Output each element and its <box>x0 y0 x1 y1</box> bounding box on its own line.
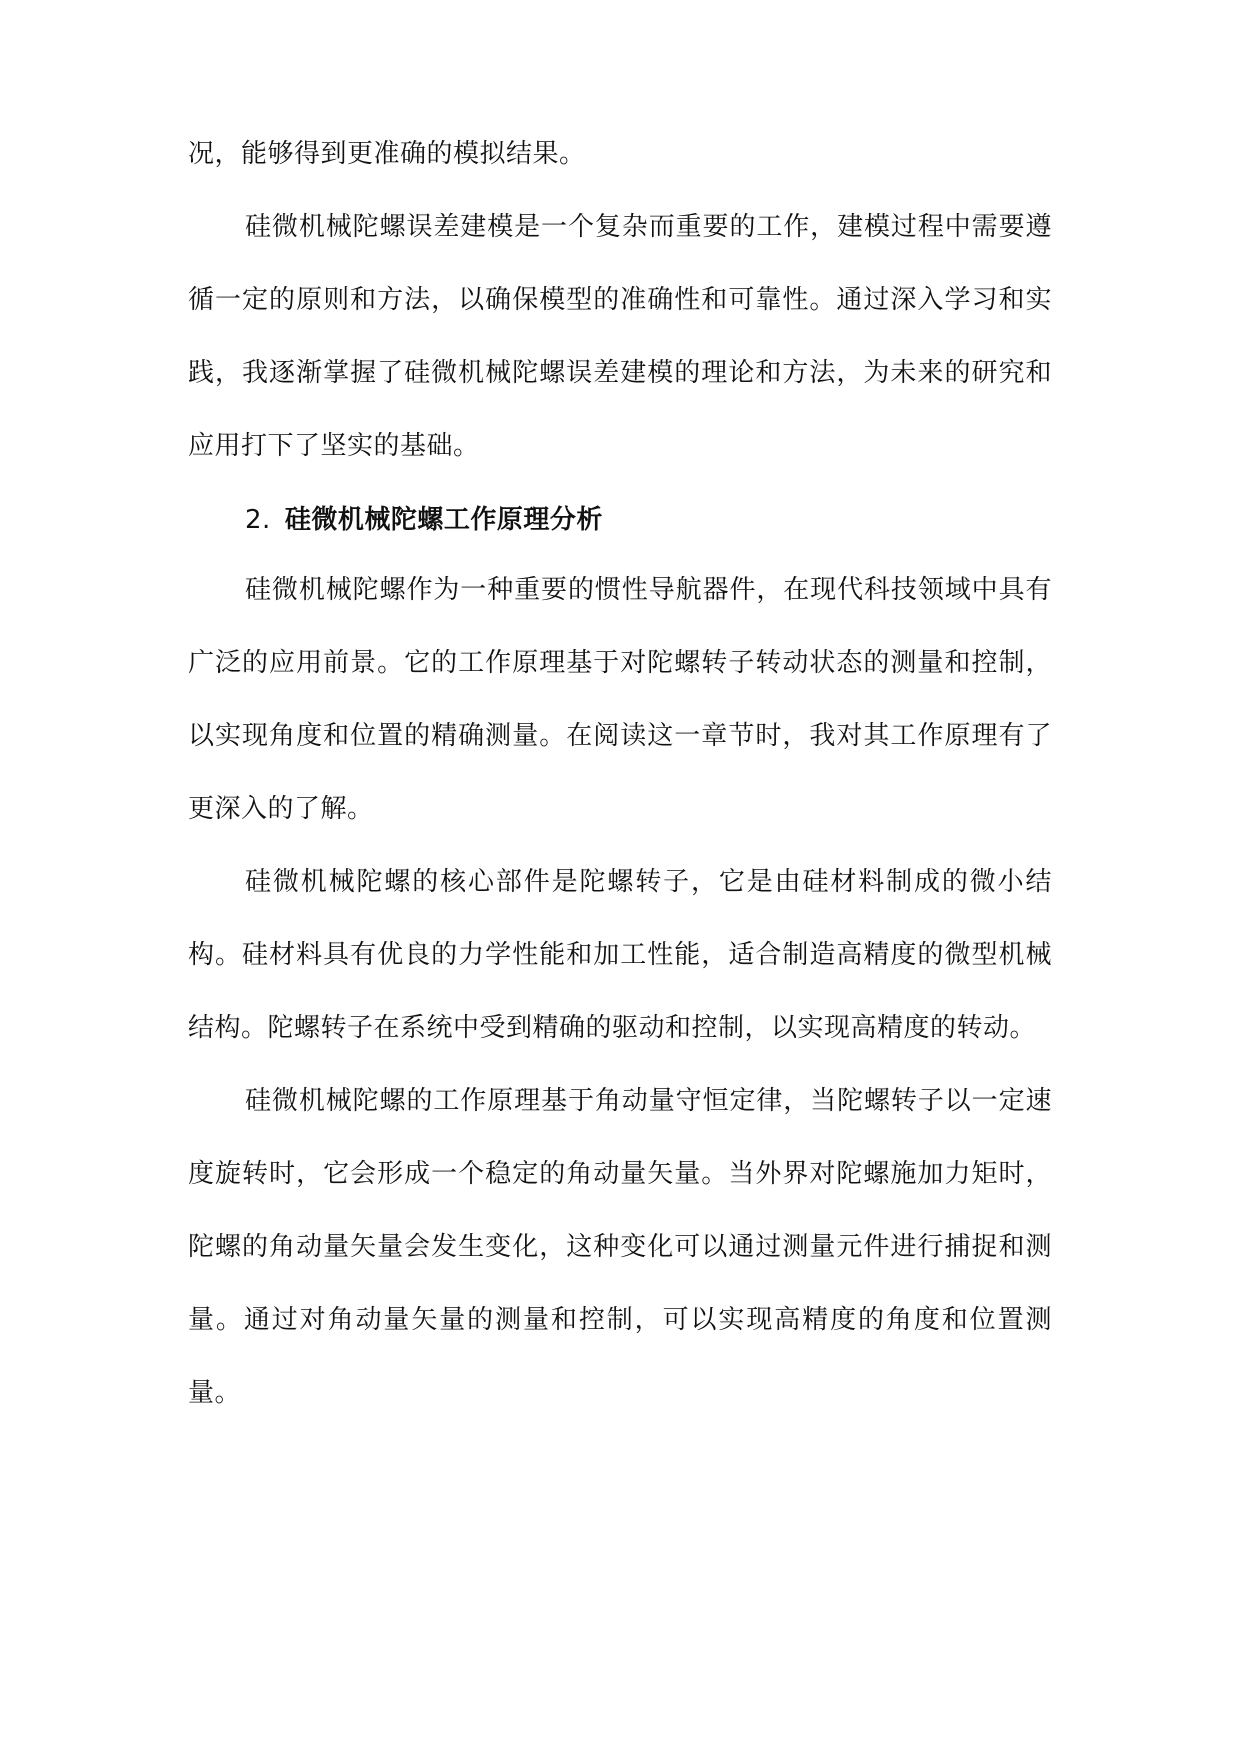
section-title: 硅微机械陀螺工作原理分析 <box>284 505 603 535</box>
text-block-top <box>188 118 1052 483</box>
paragraph-error-modeling: 硅微机械陀螺误差建模是一个复杂而重要的工作，建模过程中需要遵循一定的原则和方法，以确保模型的准确性和可靠性。通过深入学习和实践，我逐渐掌握了硅微机械陀螺误差建模的理论和方法，为未来的研究和应用打下了坚实的基础。 <box>188 212 1052 461</box>
text-block-bottom <box>188 554 1052 1430</box>
section-heading-block <box>188 484 1052 557</box>
paragraph-rotor: 硅微机械陀螺的核心部件是陀螺转子，它是由硅材料制成的微小结构。硅材料具有优良的力学性能和加工性能，适合制造高精度的微型机械结构。陀螺转子在系统中受到精确的驱动和控制，以实现高精度的转动。 <box>188 867 1052 1043</box>
paragraph-principle: 硅微机械陀螺的工作原理基于角动量守恒定律，当陀螺转子以一定速度旋转时，它会形成一个稳定的角动量矢量。当外界对陀螺施加力矩时，陀螺的角动量矢量会发生变化，这种变化可以通过测量元件进行捕捉和测量。通过对角动量矢量的测量和控制，可以实现高精度的角度和位置测量。 <box>188 1086 1052 1408</box>
paragraph-intro: 硅微机械陀螺作为一种重要的惯性导航器件，在现代科技领域中具有广泛的应用前景。它的工作原理基于对陀螺转子转动状态的测量和控制，以实现角度和位置的精确测量。在阅读这一章节时，我对其工作原理有了更深入的了解。 <box>188 575 1052 824</box>
section-heading <box>188 484 1052 557</box>
section-number: 2. <box>245 505 271 535</box>
paragraph-continuation: 况，能够得到更准确的模拟结果。 <box>188 139 586 169</box>
